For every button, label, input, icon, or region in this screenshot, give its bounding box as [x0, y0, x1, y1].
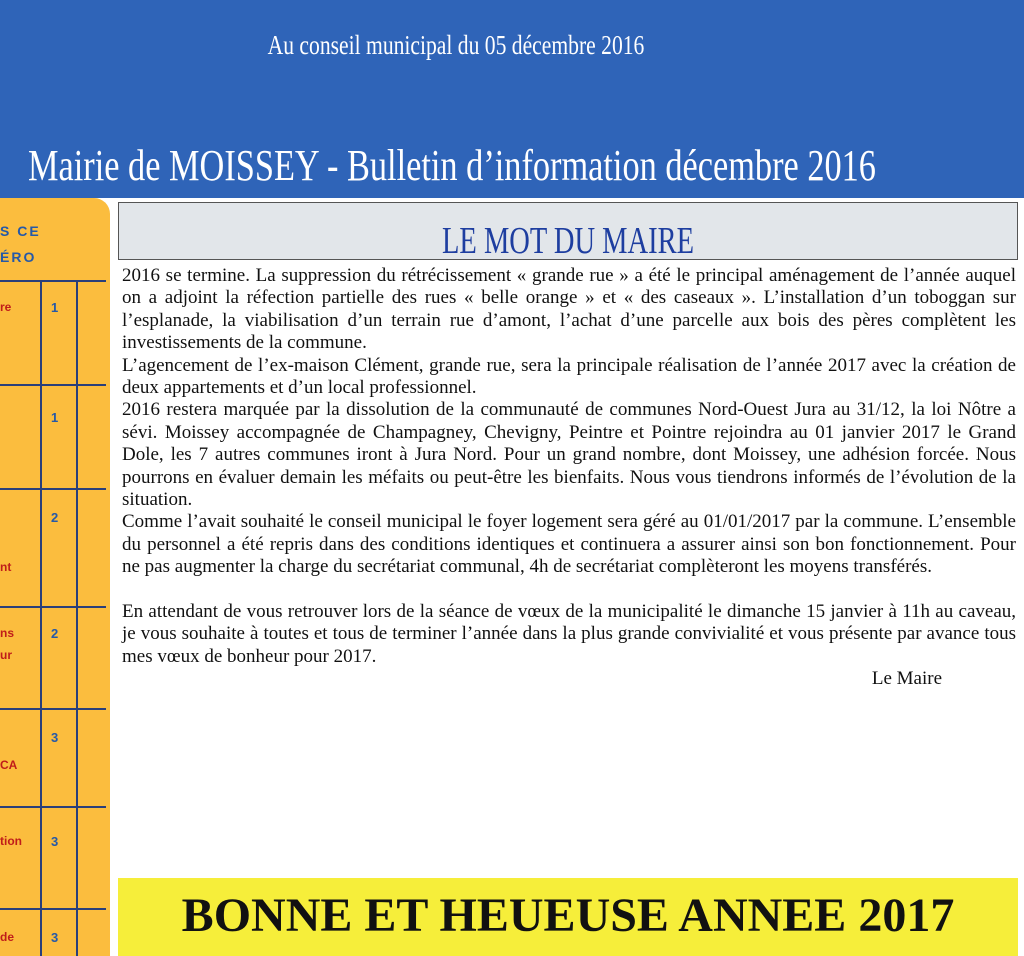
sidebar-divider [0, 606, 106, 608]
sidebar-item-label: ur [0, 648, 12, 662]
article-body [122, 265, 1016, 690]
sidebar-item-page: 3 [51, 930, 59, 945]
paragraph: En attendant de vous retrouver lors de la séance de vœux de la municipalité le dimanche 15 janvier à 11h au caveau, je vous souhaite à toutes et tous de terminer l’année dans la plus grande convivialité et vous présente par avance tous mes vœux de bonheur pour 2017. [122, 600, 1016, 667]
sidebar-column-line [76, 280, 78, 956]
sidebar-item-label: tion [0, 834, 22, 848]
sidebar-summary [0, 198, 110, 956]
sidebar-divider [0, 280, 106, 282]
sidebar-divider [0, 384, 106, 386]
sidebar-item-label: re [0, 300, 12, 314]
sidebar-item-page: 2 [51, 626, 59, 641]
section-header [118, 202, 1018, 260]
header-banner [0, 0, 1024, 198]
page-title: Mairie de MOISSEY - Bulletin d’information décembre 2016 [28, 141, 876, 190]
sidebar-item-page: 3 [51, 834, 59, 849]
sidebar-item-page: 3 [51, 730, 59, 745]
footer-greeting: BONNE ET HEUEUSE ANNEE 2017 [181, 889, 955, 942]
sidebar-item-label: nt [0, 560, 12, 574]
sidebar-heading [0, 218, 41, 270]
sidebar-item-page: 2 [51, 510, 59, 525]
header-subtitle: Au conseil municipal du 05 décembre 2016 [267, 30, 645, 60]
sidebar-item-page: 1 [51, 300, 59, 315]
section-title [119, 219, 1017, 263]
paragraph: Comme l’avait souhaité le conseil municipal le foyer logement sera géré au 01/01/2017 par la commune. L’ensemble du personnel a été repris dans des conditions identiques et continuera a assurer ainsi son bon fonctionnement. Pour ne pas augmenter la charge du secrétariat communal, 4h de secrétariat complèteront les moyens transférés. [122, 511, 1016, 578]
sidebar-divider [0, 708, 106, 710]
footer-banner [118, 878, 1018, 956]
section-title-text: LE MOT DU MAIRE [441, 220, 694, 262]
paragraph: L’agencement de l’ex-maison Clément, grande rue, sera la principale réalisation de l’année 2017 avec la création de deux appartements et d’un local professionnel. [122, 354, 1016, 399]
sidebar-item-label: de [0, 930, 15, 944]
sidebar-item-label: ns [0, 626, 15, 640]
sidebar-heading-line1: S CE [0, 223, 41, 239]
signature: Le Maire [871, 667, 942, 689]
sidebar-heading-line2: ÉRO [0, 249, 37, 265]
paragraph: 2016 restera marquée par la dissolution de la communauté de communes Nord-Ouest Jura au 31/12, la loi Nôtre a sévi. Moissey accompagnée de Champagney, Chevigny, Peintre et Pointre rejoindra au 01 janvier 2017 le Grand Dole, les 7 autres communes iront à Jura Nord. Pour un grand nombre, dont Moissey, une adhésion forcée. Nous pourrons en évaluer demain les méfaits ou peut-être les bienfaits. Nous vous tiendrons informés de l’évolution de la situation. [122, 399, 1016, 511]
paragraph: 2016 se termine. La suppression du rétrécissement « grande rue » a été le principal aménagement de l’année auquel on a adjoint la réfection partielle des rues « belle orange » et « des caseaux ». L’installation d’un toboggan sur l’esplanade, la viabilisation d’un terrain rue d’amont, l’achat d’une parcelle aux bois des pères complètent les investissements de la commune. [122, 265, 1016, 354]
sidebar-divider [0, 908, 106, 910]
sidebar-divider [0, 488, 106, 490]
sidebar-divider [0, 806, 106, 808]
sidebar-item-label: CA [0, 758, 18, 772]
sidebar-item-page: 1 [51, 410, 59, 425]
sidebar-column-line [40, 280, 42, 956]
paragraph-gap [122, 579, 1016, 601]
